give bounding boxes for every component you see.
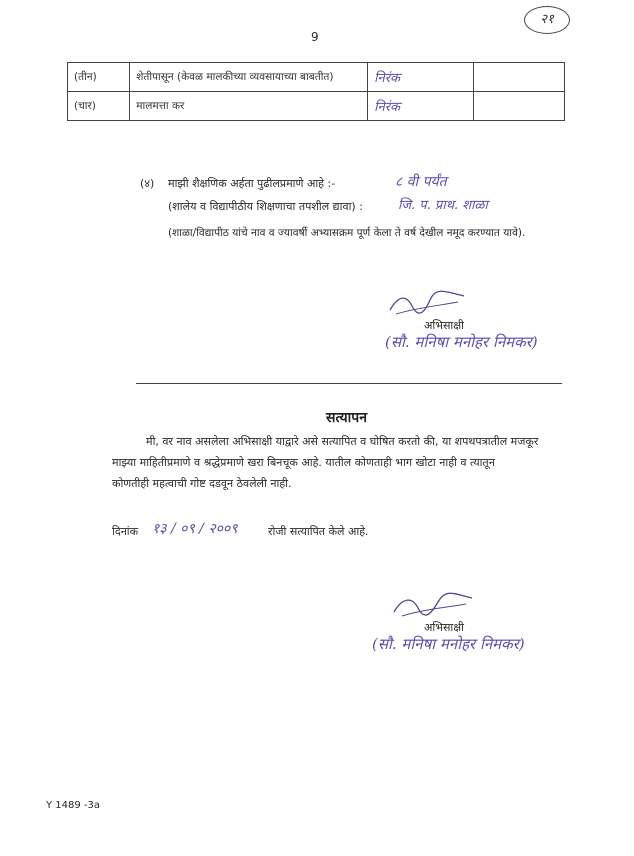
verification-heading: सत्यापन xyxy=(326,410,367,426)
date-suffix: रोजी सत्यापित केले आहे. xyxy=(268,525,369,538)
table-row xyxy=(68,92,565,121)
page-number: 9 xyxy=(311,30,319,44)
date-label: दिनांक xyxy=(112,525,139,538)
row-empty-cell xyxy=(474,92,565,121)
education-number: (४) xyxy=(140,177,155,190)
verification-line-2: माझ्या माहितीप्रमाणे व श्रद्धेप्रमाणे खरा बिनचूक आहे. यातील कोणताही भाग खोटा नाही व त्यातून xyxy=(112,456,495,469)
signatory-name: (सौ. मनिषा मनोहर निमकर) xyxy=(385,333,538,351)
row-label: मालमत्ता कर xyxy=(130,92,368,121)
signature-scribble xyxy=(392,588,476,620)
divider-line xyxy=(136,383,562,384)
row-index: (चार) xyxy=(68,92,130,121)
table-row xyxy=(68,63,565,92)
corner-page-number: २१ xyxy=(524,6,570,34)
signature-label: अभिसाक्षी xyxy=(424,621,465,634)
row-index: (तीन) xyxy=(68,63,130,92)
verification-line-1: मी, वर नाव असलेला अभिसाक्षी याद्वारे असे सत्यापित व घोषित करतो की, या शपथपत्रातील मजकूर xyxy=(146,435,539,448)
date-value: १३ / ०९ / २००९ xyxy=(152,521,238,537)
verification-line-3: कोणतीही महत्वाची गोष्ट दडवून ठेवलेली नाही. xyxy=(112,477,292,490)
row-value: निरंक xyxy=(368,63,474,92)
row-value: निरंक xyxy=(368,92,474,121)
signature-label: अभिसाक्षी xyxy=(424,319,465,332)
education-school-value: जि. प. प्राथ. शाळा xyxy=(398,198,488,213)
education-line-2: (शालेय व विद्यापीठीय शिक्षणाचा तपशील द्यावा) : xyxy=(168,200,363,213)
education-level-value: ८ वी पर्यंत xyxy=(395,174,447,190)
signatory-name: (सौ. मनिषा मनोहर निमकर) xyxy=(372,635,525,653)
education-line-1: माझी शैक्षणिक अर्हता पुढीलप्रमाणे आहे :- xyxy=(168,177,336,190)
education-line-3: (शाळा/विद्यापीठ यांचे नाव व ज्यावर्षी अभ्यासक्रम पूर्ण केला ते वर्ष देखील नमूद करण्यात यावे). xyxy=(168,227,526,239)
row-label: शेतीपासून (केवळ मालकीच्या व्यवसायाच्या बाबतीत) xyxy=(130,63,368,92)
income-table xyxy=(67,62,565,121)
row-empty-cell xyxy=(474,63,565,92)
form-code: Y 1489 -3a xyxy=(46,800,101,811)
signature-scribble xyxy=(388,288,468,318)
